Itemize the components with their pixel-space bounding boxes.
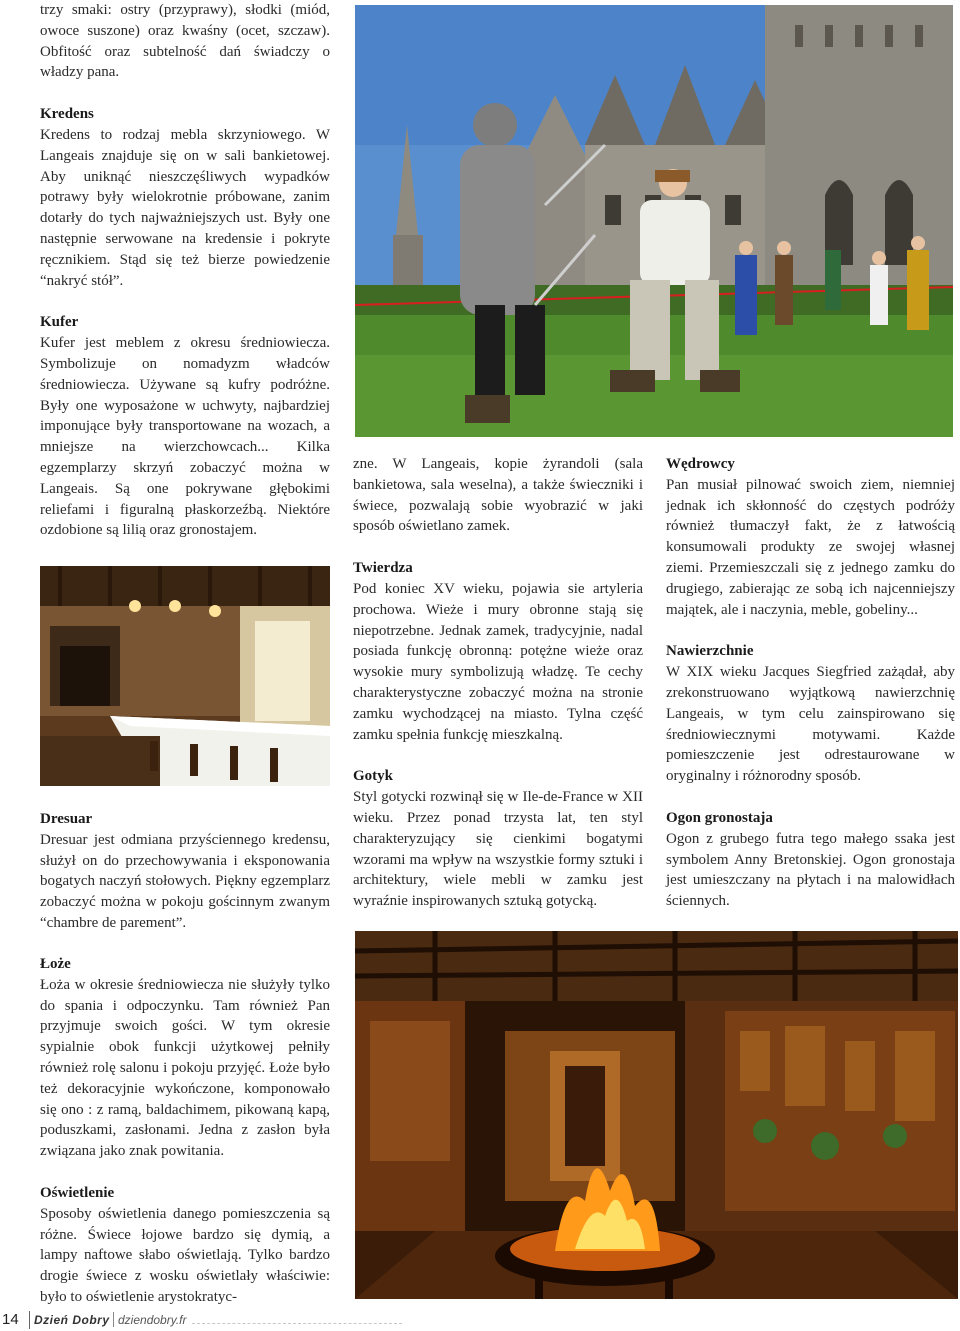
- banquet-hall-photo: [40, 566, 330, 786]
- castle-knights-photo: [355, 5, 953, 437]
- ogon-gronostaja-text: Ogon z grubego futra tego małego ssaka jest symbolem Anny Bretonskiej. Ogon gronostaja jest umieszczany na płytach i na malowidłach ściennych.: [666, 830, 955, 910]
- kredens-heading: Kredens: [40, 106, 94, 123]
- loze-heading: Łoże: [40, 956, 71, 972]
- footer-divider: [29, 1311, 30, 1329]
- brand-url[interactable]: dziendobry.fr: [118, 1313, 187, 1327]
- oswietlenie-heading: Oświetlenie: [40, 1184, 115, 1201]
- wedrowcy-heading: Wędrowcy: [666, 456, 735, 472]
- page-number: 14: [2, 1311, 19, 1328]
- ogon-gronostaja-heading: Ogon gronostaja: [666, 809, 773, 826]
- left-column-middle: [40, 809, 330, 934]
- left-column-top: [40, 0, 330, 541]
- footer-dashed-line: [192, 1323, 402, 1324]
- kufer-text: Kufer jest meblem z okresu średniowiecza. Symbolizuje on nomadyzm władców średniowiecza. Używane są kufry podróżne. Były one wyposażone w uchwyty, najbardziej imponujące były transportowane na wozach, a mniejsze na wierzchowcach... Kilka egzemplarzy skrzyń zobaczyć można w Langeais. Są one pokrywane głębokimi reliefami i figuralną płaskorzeźbą. Niektóre ozdobione są lilią oraz gronostajem.: [40, 335, 330, 539]
- intro-paragraph: trzy smaki: ostry (przyprawy), słodki (miód, owoce suszone) oraz kwaśny (ocet, szczaw). Obfitość oraz subtelność dań świadczy o władzy pana.: [40, 2, 330, 81]
- left-column-bottom: [40, 954, 330, 1308]
- gotyk-heading: Gotyk: [353, 768, 394, 785]
- twierdza-heading: Twierdza: [353, 560, 413, 577]
- nawierzchnie-heading: Nawierzchnie: [666, 643, 754, 660]
- kufer-heading: Kufer: [40, 314, 79, 331]
- footer-separator: [113, 1312, 114, 1327]
- nawierzchnie-text: W XIX wieku Jacques Siegfried zażądał, aby zrekonstruowano wyjątkową nawierzchnię Langeais, w tym celu zainspirowano się średniowiecznymi motywami. Każde pomieszczenie jest odrestaurowane w oryginalny i różnorodny sposób.: [666, 664, 955, 785]
- twierdza-text: Pod koniec XV wieku, pojawia sie artyleria prochowa. Wieże i mury obronne stają się niepotrzebne. Jednak zamek, tradycyjnie, nadal posiada funkcję obronną: potężne wieże oraz wysokie mury symbolizują władzę. Te cechy charakterystyczne zobaczyć można na stronie zamku wychodzącej na miasto. Tylna część zamku spełnia funkcję mieszkalną.: [353, 580, 643, 743]
- fireplace-hall-photo: [355, 931, 958, 1299]
- kredens-text: Kredens to rodzaj mebla skrzyniowego. W Langeais znajduje się on w sali bankietowej. Aby uniknąć nieszczęśliwych wypadków potrawy były wielokrotnie próbowane, zanim dotarły do tych najważniejszych ust. Były one następnie serwowane na kredensie i pokryte ręcznikiem. Stąd się też bierze powiedzenie “nakryć stół”.: [40, 126, 330, 289]
- brand-name: Dzień Dobry: [34, 1313, 110, 1327]
- loze-text: Łoża w okresie średniowiecza nie służyły tylko do spania i odpoczynku. Tam również Pan przyjmuje swoich gości. W tym okresie sypialnie obok funkcji użytkowej pełniły również rolę salonu i pokoju przyjęć. Łoże było też dekoracyjnie wykończone, komponowało się ono : z ramą, baldachimem, pikowaną kapą, poduszkami, zasłonami. Jedna z zasłon była związana jako znak powitania.: [40, 976, 330, 1160]
- right-column: [666, 454, 955, 912]
- lighting-continuation-text: zne. W Langeais, kopie żyrandoli (sala bankietowa, sala weselna), a także świeczniki i świece, pozwalają sobie wyobrazić w jaki sposób oświetlano zamek.: [353, 456, 643, 535]
- oswietlenie-text: Sposoby oświetlenia danego pomieszczenia są różne. Świece łojowe bardzo się dymią, a lampy naftowe słabo oświetlają. Tylko bardzo drogie świece z wosku oświetlały właściwie: było to oświetlenie arystokratyc-: [40, 1205, 330, 1305]
- page-footer: [0, 1309, 960, 1331]
- middle-column: [353, 454, 643, 912]
- dresuar-text: Dresuar jest odmiana przyściennego kredensu, służył on do przechowywania i eksponowania bogatych naczyń stołowych. Piękny egzemplarz zobaczyć można w pokoju gościnnym zwanym “chambre de parement”.: [40, 831, 330, 931]
- wedrowcy-text: Pan musiał pilnować swoich ziem, niemniej jednak ich skłonność do częstych podróży również tłumaczył fakt, że z łatwością konsumowali produkty ze swojej własnej ziemi. Przemieszczali się z jednego zamku do drugiego, zabierając ze sobą ich najcenniejszy majątek, ale i naczynia, meble, gobeliny...: [666, 476, 955, 618]
- dresuar-heading: Dresuar: [40, 811, 93, 827]
- gotyk-text: Styl gotycki rozwinął się w Ile-de-France w XII wieku. Przez ponad trzysta lat, ten styl charakteryzujący się cienkimi bogatymi wzorami ma wpływ na wszystkie formy sztuki i architektury, wiele mebli w zamku jest wyraźnie inspirowanych sztuką gotycką.: [353, 789, 643, 910]
